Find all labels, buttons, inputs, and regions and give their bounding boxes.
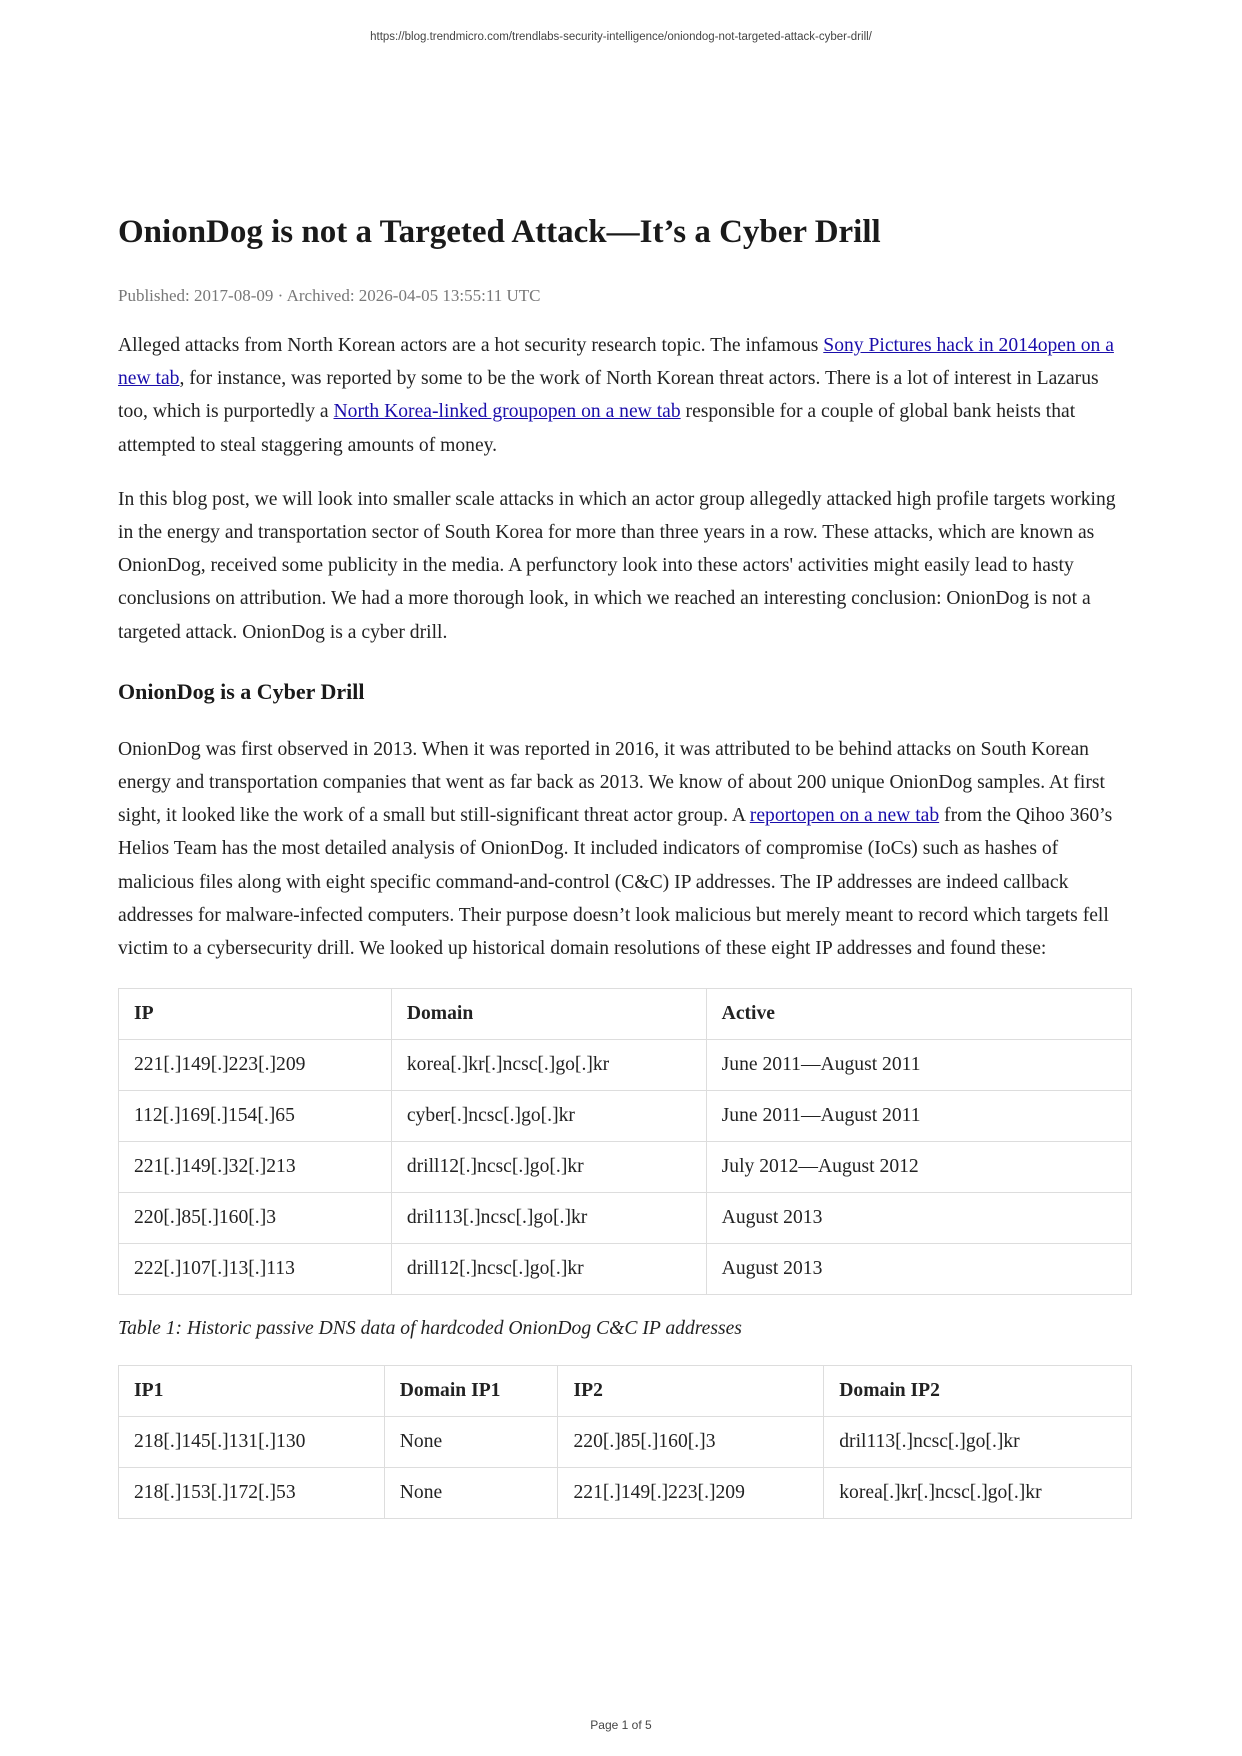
table-cell: August 2013 [706,1244,1131,1295]
table-cell: korea[.]kr[.]ncsc[.]go[.]kr [391,1040,706,1091]
table-cell: July 2012—August 2012 [706,1142,1131,1193]
table-cell: drill12[.]ncsc[.]go[.]kr [391,1142,706,1193]
dns-table [118,988,1132,1295]
table-cell: 112[.]169[.]154[.]65 [119,1091,392,1142]
section-heading: OnionDog is a Cyber Drill [118,678,365,704]
sony-pictures-link[interactable]: Sony Pictures hack in 2014open on a new tab [118,335,1114,390]
table-header-cell: Domain IP2 [824,1366,1132,1417]
table-header-cell: IP [119,989,392,1040]
table-cell: 218[.]145[.]131[.]130 [119,1417,385,1468]
table-cell: August 2013 [706,1193,1131,1244]
table-caption: Table 1: Historic passive DNS data of hardcoded OnionDog C&C IP addresses [118,1318,742,1340]
table-cell: 220[.]85[.]160[.]3 [119,1193,392,1244]
article [118,206,1132,1519]
table-header-row [119,989,1132,1040]
table-header-cell: IP2 [558,1366,824,1417]
publish-meta: Published: 2017-08-09 · Archived: 2026-04-05 13:55:11 UTC [118,286,541,305]
table-cell: 218[.]153[.]172[.]53 [119,1468,385,1519]
table-row [119,1468,1132,1519]
source-url: https://blog.trendmicro.com/trendlabs-security-intelligence/oniondog-not-targeted-attack-cyber-drill/ [370,31,872,43]
table-cell: None [384,1417,558,1468]
table-row [119,1417,1132,1468]
ip-pair-table [118,1365,1132,1519]
table-cell: drill12[.]ncsc[.]go[.]kr [391,1244,706,1295]
table-cell: 221[.]149[.]223[.]209 [119,1040,392,1091]
paragraph-oniondog: OnionDog was first observed in 2013. When it was reported in 2016, it was attributed to be behind attacks on South Korean energy and transportation companies that went as far back as 2013. We know of about 200 unique OnionDog samples. At first sight, it looked like the work of a small but still-significant threat actor group. A reportopen on a new tab from the Qihoo 360’s Helios Team has the most detailed analysis of OnionDog. It included indicators of compromise (IoCs) such as hashes of malicious files along with eight specific command-and-control (C&C) IP addresses. The IP addresses are indeed callback addresses for malware-infected computers. Their purpose doesn’t look malicious but merely meant to record which targets fell victim to a cybersecurity drill. We looked up historical domain resolutions of these eight IP addresses and found these: [118,738,1113,960]
north-korea-group-link[interactable]: North Korea-linked groupopen on a new tab [333,401,681,423]
table-cell: 222[.]107[.]13[.]113 [119,1244,392,1295]
table-header-row [119,1366,1132,1417]
table-cell: June 2011—August 2011 [706,1040,1131,1091]
table-header-cell: Domain [391,989,706,1040]
paragraph-blog-post: In this blog post, we will look into smaller scale attacks in which an actor group allegedly attacked high profile targets working in the energy and transportation sector of South Korea for more than three years in a row. These attacks, which are known as OnionDog, received some publicity in the media. A perfunctory look into these actors' activities might easily lead to hasty conclusions on attribution. We had a more thorough look, in which we reached an interesting conclusion: OnionDog is not a targeted attack. OnionDog is a cyber drill. [118,488,1116,643]
table-cell: June 2011—August 2011 [706,1091,1131,1142]
table-header-cell: IP1 [119,1366,385,1417]
page-title: OnionDog is not a Targeted Attack—It’s a Cyber Drill [118,214,881,250]
table-cell: korea[.]kr[.]ncsc[.]go[.]kr [824,1468,1132,1519]
paragraph-intro: Alleged attacks from North Korean actors are a hot security research topic. The infamous Sony Pictures hack in 2014open on a new tab, for instance, was reported by some to be the work of North Korean threat actors. There is a lot of interest in Lazarus too, which is purportedly a North Korea-linked groupopen on a new tab responsible for a couple of global bank heists that attempted to steal staggering amounts of money. [118,335,1114,456]
table-row [119,1040,1132,1091]
table-header-cell: Active [706,989,1131,1040]
table-row [119,1244,1132,1295]
table-row [119,1193,1132,1244]
page-number: Page 1 of 5 [590,1718,652,1732]
table-cell: dril113[.]ncsc[.]go[.]kr [824,1417,1132,1468]
report-link[interactable]: reportopen on a new tab [749,805,940,827]
table-cell: dril113[.]ncsc[.]go[.]kr [391,1193,706,1244]
table-cell: cyber[.]ncsc[.]go[.]kr [391,1091,706,1142]
table-cell: 220[.]85[.]160[.]3 [558,1417,824,1468]
table-header-cell: Domain IP1 [384,1366,558,1417]
table-cell: 221[.]149[.]32[.]213 [119,1142,392,1193]
table-row [119,1142,1132,1193]
table-cell: 221[.]149[.]223[.]209 [558,1468,824,1519]
table-cell: None [384,1468,558,1519]
table-row [119,1091,1132,1142]
